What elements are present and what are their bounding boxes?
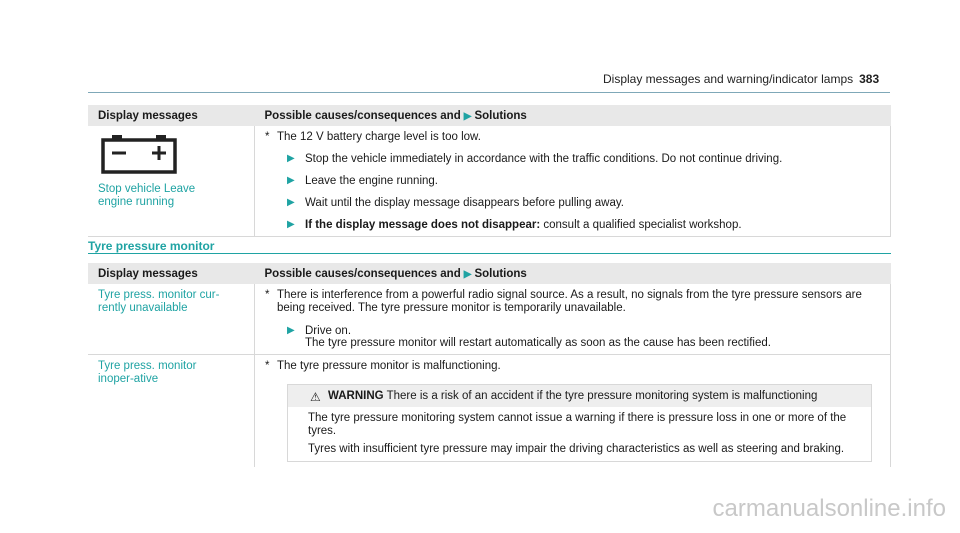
battery-icon: [100, 133, 178, 175]
arrow-right-icon: ▶: [287, 325, 295, 336]
warning-triangle-icon: ⚠: [310, 390, 321, 404]
step-item: ▶ Drive on.: [287, 325, 352, 337]
cause-item: * There is interference from a powerful radio signal source. As a result, no signals from the tyre pressure sensors are being received. The tyre pressure monitor is temporarily unavailable.: [265, 289, 862, 314]
arrow-right-icon: ▶: [287, 219, 295, 230]
cause-cell: [255, 126, 891, 237]
step-note: The tyre pressure monitor will restart automatically as soon as the cause has been rectified.: [305, 337, 771, 349]
message-stop-vehicle: Stop vehicle Leave engine running: [98, 183, 196, 208]
arrow-right-icon: ▶: [287, 153, 295, 164]
arrow-right-icon: ▶: [463, 268, 472, 280]
arrow-right-icon: ▶: [287, 197, 295, 208]
section-title: Tyre pressure monitor: [88, 239, 215, 253]
page-number: 383: [859, 72, 880, 86]
watermark: carmanualsonline.info: [712, 495, 946, 522]
tyre-pressure-table: [88, 263, 891, 467]
cause-cell: [255, 284, 891, 355]
header-divider: [88, 92, 890, 93]
col-causes-solutions: Possible causes/consequences and ▶ Solutions: [255, 263, 891, 284]
warning-paragraph: The tyre pressure monitoring system cannot issue a warning if there is pressure loss in one or more of the tyres.: [308, 412, 847, 437]
warning-body: [288, 407, 871, 456]
step-item: ▶ If the display message does not disappear: consult a qualified specialist workshop.: [287, 219, 742, 231]
cause-item: * The tyre pressure monitor is malfunctioning.: [265, 360, 501, 372]
section-divider: [88, 253, 891, 254]
step-item: ▶ Stop the vehicle immediately in accordance with the traffic conditions. Do not continue driving.: [287, 153, 783, 165]
display-message-cell: [88, 355, 255, 468]
cause-cell: [255, 355, 891, 468]
col-display-messages: Display messages: [88, 263, 255, 284]
col-display-messages: Display messages: [88, 105, 255, 126]
message-monitor-unavailable: Tyre press. monitor cur-rently unavailable: [98, 289, 220, 314]
step-item: ▶ Leave the engine running.: [287, 175, 438, 187]
battery-message-table: [88, 105, 891, 237]
arrow-right-icon: ▶: [287, 175, 295, 186]
warning-header: ⚠ WARNING There is a risk of an accident if the tyre pressure monitoring system is malfunctioning: [288, 385, 871, 407]
message-monitor-inoperative: Tyre press. monitor inoper-ative: [98, 360, 197, 385]
header-title: Display messages and warning/indicator lamps: [603, 72, 854, 86]
page-header: [603, 72, 879, 86]
arrow-right-icon: ▶: [463, 110, 472, 122]
warning-paragraph: Tyres with insufficient tyre pressure may impair the driving characteristics as well as steering and braking.: [308, 443, 845, 455]
display-message-cell: [88, 126, 255, 237]
warning-box: [287, 384, 872, 462]
cause-item: * The 12 V battery charge level is too low.: [265, 131, 481, 143]
col-causes-solutions: Possible causes/consequences and ▶ Solutions: [255, 105, 891, 126]
display-message-cell: [88, 284, 255, 355]
step-item: ▶ Wait until the display message disappears before pulling away.: [287, 197, 624, 209]
